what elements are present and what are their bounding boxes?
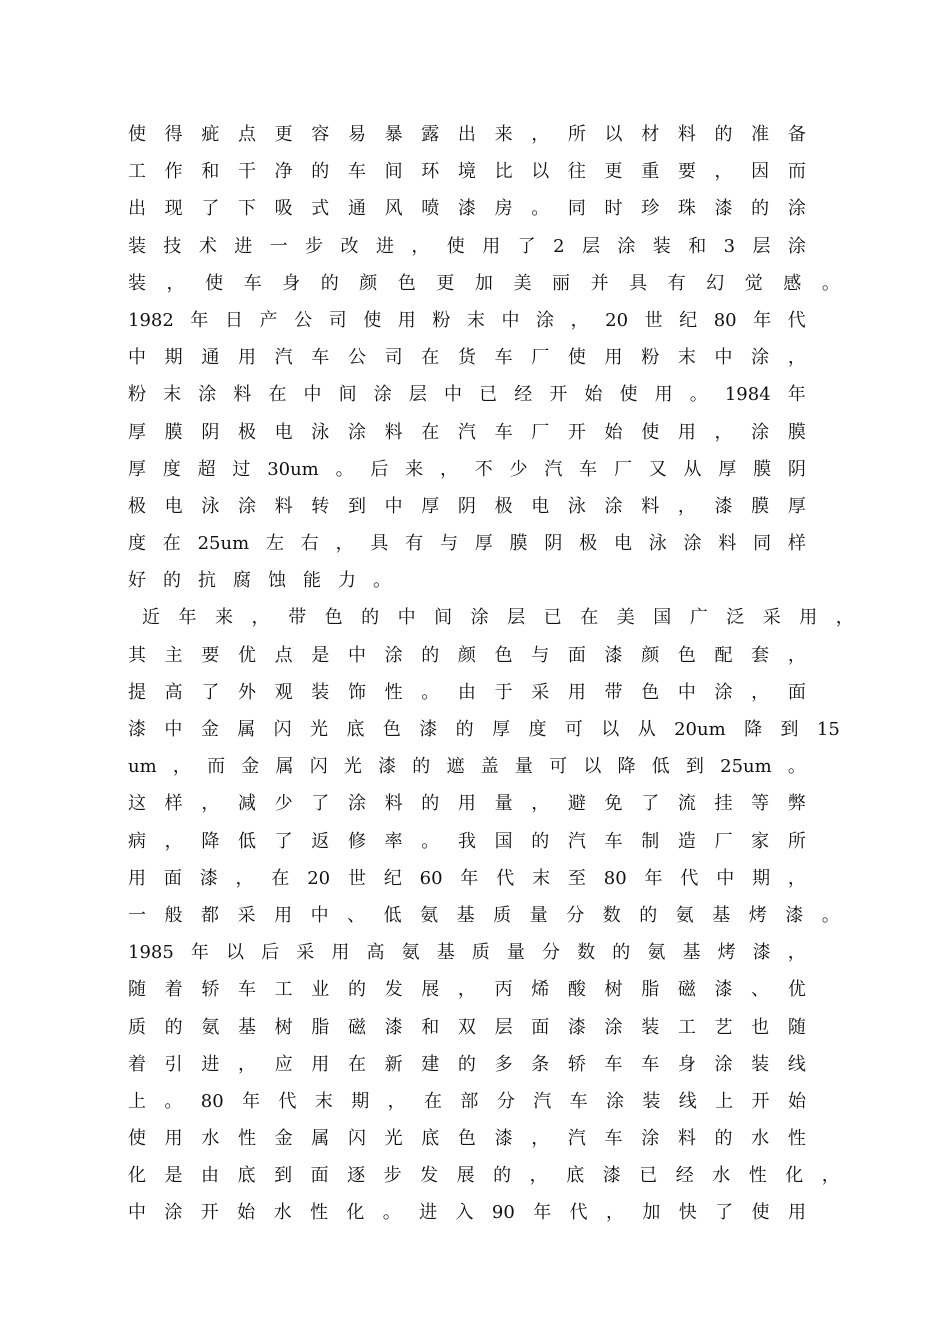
text-line: 质 的 氨 基 树 脂 磁 漆 和 双 层 面 漆 涂 装 工 艺 也 随 (128, 1016, 806, 1038)
text-line: 粉 末 涂 料 在 中 间 涂 层 中 已 经 开 始 使 用 。 1984 年 (128, 384, 806, 406)
text-line: 使 用 水 性 金 属 闪 光 底 色 漆 ， 汽 车 涂 料 的 水 性 (128, 1128, 806, 1150)
text-line: 近 年 来 ， 带 色 的 中 间 涂 层 已 在 美 国 广 泛 采 用 ， (142, 607, 854, 629)
text-line: 1982 年 日 产 公 司 使 用 粉 末 中 涂 ， 20 世 纪 80 年 代 (128, 309, 806, 331)
text-line: 厚 膜 阴 极 电 泳 涂 料 在 汽 车 厂 开 始 使 用 ， 涂 膜 (128, 421, 806, 443)
text-line: 中 涂 开 始 水 性 化 。 进 入 90 年 代 ， 加 快 了 使 用 (128, 1202, 806, 1224)
text-line: 中 期 通 用 汽 车 公 司 在 货 车 厂 使 用 粉 末 中 涂 ， (128, 347, 806, 369)
text-line: 一 般 都 采 用 中 、 低 氨 基 质 量 分 数 的 氨 基 烤 漆 。 (128, 904, 840, 926)
text-line: 厚 度 超 过 30um 。 后 来 ， 不 少 汽 车 厂 又 从 厚 膜 阴 (128, 458, 806, 480)
text-line: 漆 中 金 属 闪 光 底 色 漆 的 厚 度 可 以 从 20um 降 到 15 (128, 719, 840, 740)
text-line: 装 ， 使 车 身 的 颜 色 更 加 美 丽 并 具 有 幻 觉 感 。 (128, 272, 840, 294)
text-line: 出 现 了 下 吸 式 通 风 喷 漆 房 。 同 时 珍 珠 漆 的 涂 (128, 198, 806, 220)
text-line: um ， 而 金 属 闪 光 漆 的 遮 盖 量 可 以 降 低 到 25um 。 (128, 756, 806, 778)
text-line: 着 引 进 ， 应 用 在 新 建 的 多 条 轿 车 车 身 涂 装 线 (128, 1053, 806, 1075)
text-line: 工 作 和 干 净 的 车 间 环 境 比 以 往 更 重 要 ， 因 而 (128, 161, 806, 183)
text-line: 上 。 80 年 代 末 期 ， 在 部 分 汽 车 涂 装 线 上 开 始 (128, 1090, 806, 1112)
body-text (128, 116, 854, 1232)
text-line: 度 在 25um 左 右 ， 具 有 与 厚 膜 阴 极 电 泳 涂 料 同 样 (128, 533, 806, 555)
text-line: 病 ， 降 低 了 返 修 率 。 我 国 的 汽 车 制 造 厂 家 所 (128, 830, 806, 852)
text-line: 提 高 了 外 观 装 饰 性 。 由 于 采 用 带 色 中 涂 ， 面 (128, 681, 806, 703)
text-line: 极 电 泳 涂 料 转 到 中 厚 阴 极 电 泳 涂 料 ， 漆 膜 厚 (128, 495, 806, 517)
text-line: 化 是 由 底 到 面 逐 步 发 展 的 ， 底 漆 已 经 水 性 化 ， (128, 1165, 840, 1187)
text-line: 随 着 轿 车 工 业 的 发 展 ， 丙 烯 酸 树 脂 磁 漆 、 优 (128, 979, 806, 1001)
text-line: 其 主 要 优 点 是 中 涂 的 颜 色 与 面 漆 颜 色 配 套 ， (128, 644, 806, 666)
text-line: 用 面 漆 ， 在 20 世 纪 60 年 代 末 至 80 年 代 中 期 ， (128, 867, 806, 889)
text-line: 好 的 抗 腐 蚀 能 力 。 (128, 570, 391, 592)
text-line: 使 得 疵 点 更 容 易 暴 露 出 来 ， 所 以 材 料 的 准 备 (128, 124, 806, 145)
text-line: 装 技 术 进 一 步 改 进 ， 使 用 了 2 层 涂 装 和 3 层 涂 (128, 235, 806, 257)
text-line: 1985 年 以 后 采 用 高 氨 基 质 量 分 数 的 氨 基 烤 漆 ， (128, 942, 806, 964)
text-line: 这 样 ， 减 少 了 涂 料 的 用 量 ， 避 免 了 流 挂 等 弊 (128, 793, 806, 815)
